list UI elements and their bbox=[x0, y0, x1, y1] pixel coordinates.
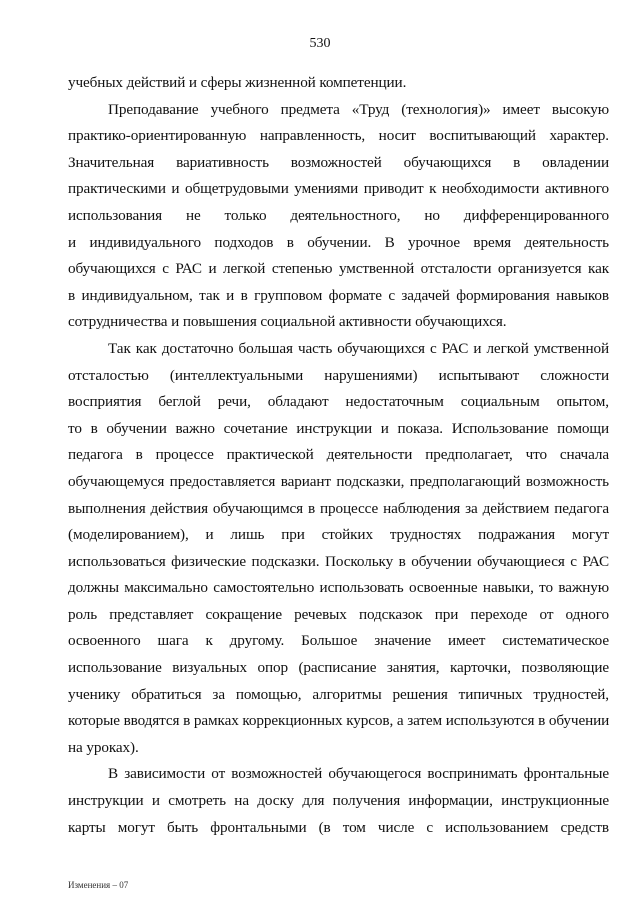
text-line: обучающихся с РАС и легкой степенью умственной отсталости организуется как bbox=[68, 260, 609, 278]
text-line: выполнения действия обучающимся в процессе наблюдения за действием педагога bbox=[68, 499, 609, 517]
text-line: практическими и общетрудовыми умениями приводит к необходимости активного bbox=[68, 180, 609, 198]
text-line: В зависимости от возможностей обучающегося воспринимать фронтальные bbox=[108, 765, 609, 783]
text-line: обучающемуся предоставляется вариант подсказки, предполагающий возможность bbox=[68, 472, 609, 490]
text-line: и индивидуального подходов в обучении. В урочное время деятельность bbox=[68, 233, 609, 251]
text-line: в индивидуальном, так и в групповом формате с задачей формирования навыков bbox=[68, 286, 609, 304]
text-line: роль представляет сокращение речевых подсказок при переходе от одного bbox=[68, 605, 609, 623]
text-line: карты могут быть фронтальными (в том числе с использованием средств bbox=[68, 818, 609, 836]
paragraph bbox=[68, 70, 609, 97]
text-line: Так как достаточно большая часть обучающихся с РАС и легкой умственной bbox=[108, 339, 609, 357]
text-line: освоенного шага к другому. Большое значение имеет систематическое bbox=[68, 632, 609, 650]
text-line: Преподавание учебного предмета «Труд (технология)» имеет высокую bbox=[108, 100, 609, 118]
text-line: ученику обратиться за помощью, алгоритмы решения типичных трудностей, bbox=[68, 685, 609, 703]
page-number: 530 bbox=[309, 36, 331, 51]
paragraph bbox=[68, 336, 609, 762]
text-line: Значительная вариативность возможностей обучающихся в овладении bbox=[68, 153, 609, 171]
text-line: учебных действий и сферы жизненной компетенции. bbox=[68, 74, 407, 91]
paragraph bbox=[68, 97, 609, 336]
text-line: то в обучении важно сочетание инструкции и показа. Использование помощи bbox=[68, 419, 609, 437]
body-text bbox=[68, 70, 609, 841]
text-line: практико-ориентированную направленность, носит воспитывающий характер. bbox=[68, 127, 609, 145]
text-line: сотрудничества и повышения социальной активности обучающихся. bbox=[68, 313, 507, 331]
text-line: использования не только деятельностного, но дифференцированного bbox=[68, 206, 609, 224]
text-line: которые вводятся в рамках коррекционных курсов, а затем используются в обучении bbox=[68, 712, 610, 730]
text-line: восприятия беглой речи, обладают недостаточным социальным опытом, bbox=[68, 393, 609, 411]
text-line: на уроках). bbox=[68, 738, 139, 756]
text-line: педагога в процессе практической деятельности предполагает, что сначала bbox=[68, 446, 609, 464]
text-line: инструкции и смотреть на доску для получения информации, инструкционные bbox=[68, 792, 609, 810]
footer-note: Изменения – 07 bbox=[68, 880, 129, 890]
text-line: (моделированием), и лишь при стойких трудностях подражания могут bbox=[68, 526, 609, 544]
text-line: должны максимально самостоятельно использовать освоенные навыки, то важную bbox=[68, 579, 609, 597]
text-line: использование визуальных опор (расписание занятия, карточки, позволяющие bbox=[68, 659, 609, 677]
paragraph bbox=[68, 761, 609, 841]
text-line: отсталостью (интеллектуальными нарушениями) испытывают сложности bbox=[68, 366, 609, 384]
text-line: использоваться физические подсказки. Поскольку в обучении обучающиеся с РАС bbox=[68, 552, 609, 570]
